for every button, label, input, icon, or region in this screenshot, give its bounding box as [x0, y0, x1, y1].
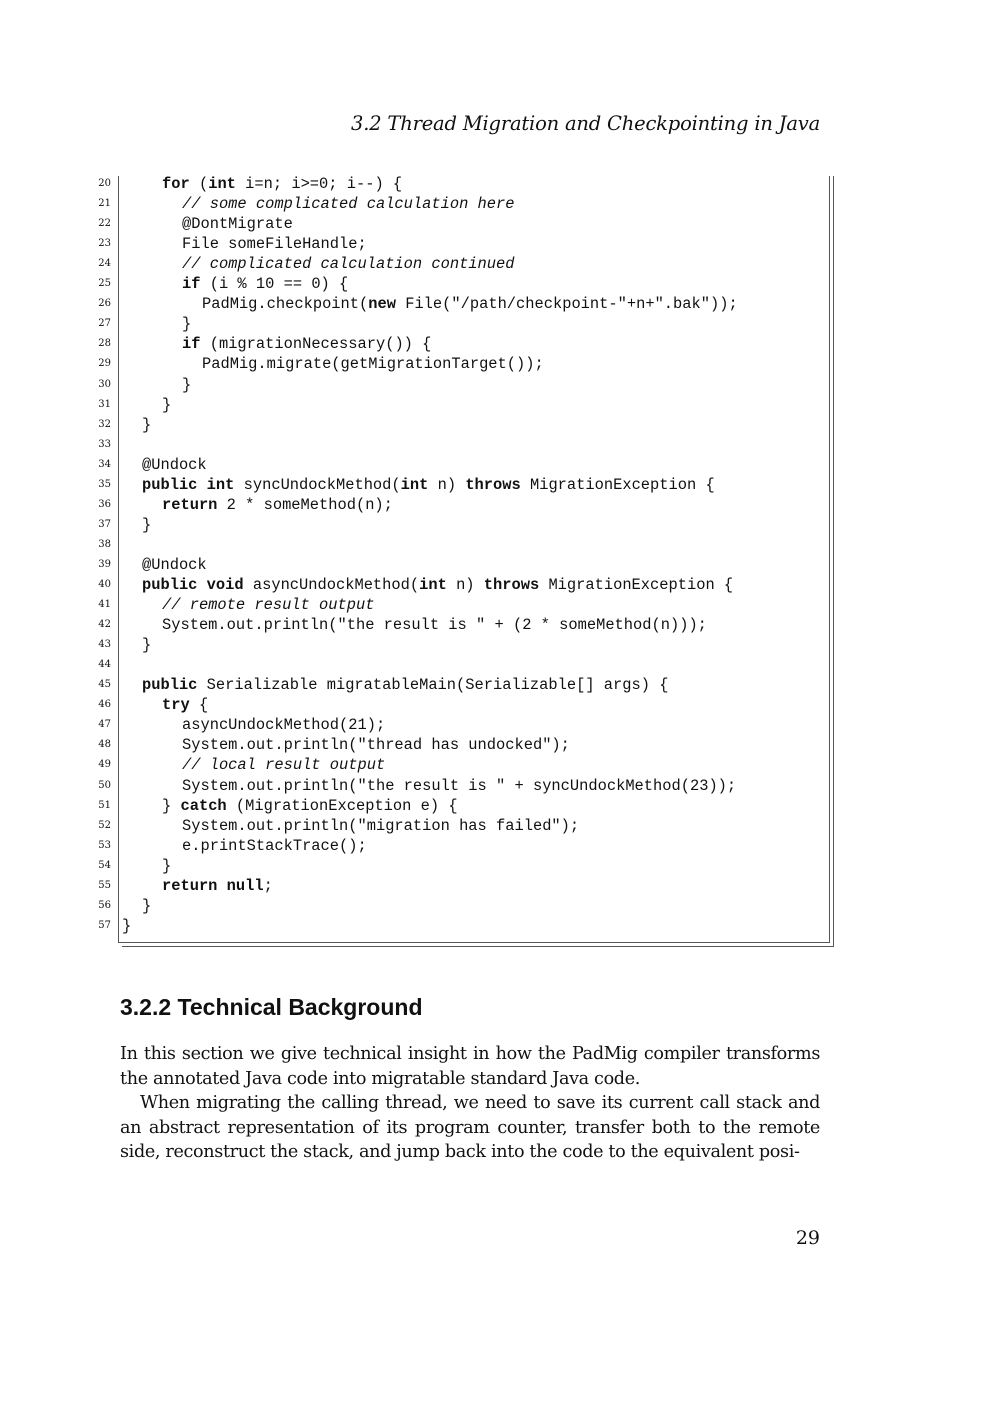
- code-token: [197, 576, 206, 594]
- line-number: 33: [98, 438, 111, 450]
- section-heading: 3.2.2 Technical Background: [120, 994, 423, 1020]
- code-line: [98, 395, 819, 415]
- code-text: [162, 796, 458, 816]
- code-text: [162, 876, 273, 896]
- code-text: [162, 856, 171, 876]
- code-text: [142, 555, 207, 575]
- code-token: @Undock: [142, 555, 207, 574]
- code-line: [98, 314, 819, 334]
- code-text: [142, 415, 151, 435]
- line-number: 26: [98, 298, 111, 310]
- code-keyword: int: [400, 475, 429, 494]
- line-number: 57: [98, 919, 111, 931]
- code-comment: // some complicated calculation here: [182, 195, 515, 214]
- code-token: @Undock: [142, 455, 207, 474]
- line-number: 21: [98, 198, 111, 210]
- code-token: }: [142, 415, 152, 434]
- line-number: 51: [98, 799, 111, 811]
- code-token: {: [189, 696, 209, 715]
- line-number: 45: [98, 679, 111, 691]
- code-text: [182, 214, 293, 234]
- code-text: [122, 916, 131, 936]
- code-text: [182, 375, 191, 395]
- page-number: 29: [795, 1227, 820, 1249]
- code-token: System.out.println("the result is " + (2 * someMethod(n)));: [162, 616, 707, 635]
- code-keyword: int: [419, 576, 447, 594]
- code-token: MigrationException {: [520, 475, 715, 494]
- code-text: [142, 896, 151, 916]
- code-token: (MigrationException e) {: [226, 796, 458, 815]
- code-line: [98, 515, 819, 535]
- code-line: [98, 535, 819, 555]
- code-line: [98, 655, 819, 675]
- code-line: [98, 435, 819, 455]
- line-number: 22: [98, 218, 111, 230]
- line-number: 36: [98, 498, 111, 510]
- code-keyword: for: [162, 175, 190, 193]
- code-text: [202, 294, 738, 314]
- code-text: [162, 395, 171, 415]
- line-number: 50: [98, 779, 111, 791]
- code-text: [162, 695, 208, 715]
- code-token: Serializable migratableMain(Serializable[] args) {: [197, 676, 669, 695]
- code-text: [182, 816, 579, 836]
- code-token: File someFileHandle;: [182, 235, 367, 254]
- line-number: 44: [98, 659, 111, 671]
- code-token: asyncUndockMethod(21);: [182, 716, 386, 735]
- code-token: [217, 877, 226, 895]
- code-text: [162, 495, 393, 515]
- code-keyword: catch: [180, 796, 227, 815]
- code-keyword: int: [206, 475, 235, 494]
- code-keyword: if: [182, 335, 201, 354]
- code-token: 2 * someMethod(n);: [217, 495, 393, 514]
- code-text: [142, 515, 151, 535]
- line-number: 29: [98, 358, 111, 370]
- code-token: }: [162, 856, 172, 875]
- code-text: [182, 254, 515, 274]
- code-keyword: void: [206, 576, 244, 594]
- line-number: 42: [98, 619, 111, 631]
- code-keyword: throws: [465, 475, 521, 494]
- code-token: System.out.println("thread has undocked");: [182, 736, 570, 755]
- code-token: }: [142, 896, 152, 915]
- code-text: [182, 194, 515, 214]
- code-line: [98, 615, 819, 635]
- code-line: [98, 715, 819, 735]
- code-token: PadMig.migrate(getMigrationTarget());: [202, 355, 544, 374]
- line-number: 27: [98, 318, 111, 330]
- code-text: [202, 354, 544, 374]
- code-token: }: [142, 636, 152, 655]
- code-line: [98, 495, 819, 515]
- code-token: syncUndockMethod(: [234, 475, 401, 494]
- code-line: [98, 174, 819, 194]
- line-number: 24: [98, 258, 111, 270]
- code-keyword: public: [142, 475, 198, 494]
- code-listing: [98, 175, 830, 943]
- code-token: }: [162, 395, 172, 414]
- code-text: [182, 274, 348, 294]
- code-keyword: try: [162, 696, 190, 715]
- code-comment: // local result output: [182, 756, 386, 775]
- running-header: 3.2 Thread Migration and Checkpointing in Java: [351, 112, 820, 135]
- line-number: 47: [98, 719, 111, 731]
- line-number: 38: [98, 538, 111, 550]
- code-line: [98, 475, 819, 495]
- code-line: [98, 796, 819, 816]
- code-text: [142, 575, 733, 595]
- code-line: [98, 375, 819, 395]
- code-text: [142, 675, 668, 695]
- code-text: [142, 475, 715, 495]
- code-text: [182, 334, 431, 354]
- code-keyword: int: [208, 175, 236, 193]
- code-line: [98, 254, 819, 274]
- code-line: [98, 916, 819, 936]
- line-number: 31: [98, 398, 111, 410]
- code-token: File("/path/checkpoint-"+n+".bak"));: [395, 295, 738, 314]
- code-text: [142, 635, 151, 655]
- code-token: (i % 10 == 0) {: [200, 275, 349, 294]
- line-number: 20: [98, 178, 111, 189]
- code-keyword: return: [162, 495, 218, 514]
- code-keyword: if: [182, 275, 201, 294]
- code-line: [98, 755, 819, 775]
- code-line: [98, 856, 819, 876]
- code-text: [182, 735, 570, 755]
- code-keyword: null: [226, 876, 264, 895]
- code-line: [98, 334, 819, 354]
- code-line: [98, 274, 819, 294]
- code-text: [182, 234, 367, 254]
- code-keyword: public: [142, 676, 198, 695]
- code-token: }: [182, 375, 192, 394]
- code-token: (migrationNecessary()) {: [200, 335, 432, 354]
- line-number: 23: [98, 238, 111, 250]
- code-line: [98, 595, 819, 615]
- code-text: [182, 776, 736, 796]
- paragraph-1: In this section we give technical insight in how the PadMig compiler transforms the annotated Java code into migratable standard Java code.: [120, 1044, 820, 1089]
- code-token: n): [428, 475, 466, 494]
- code-text: [182, 755, 385, 775]
- code-comment: // remote result output: [162, 596, 375, 615]
- code-token: [197, 476, 206, 494]
- code-line: [98, 194, 819, 214]
- code-line: [98, 836, 819, 856]
- line-number: 53: [98, 839, 111, 851]
- code-line: [98, 214, 819, 234]
- code-token: ;: [263, 876, 273, 895]
- code-text: [162, 595, 374, 615]
- line-number: 37: [98, 518, 111, 530]
- code-line: [98, 776, 819, 796]
- code-token: }: [122, 916, 132, 935]
- code-line: [98, 455, 819, 475]
- code-line: [98, 294, 819, 314]
- code-token: (: [189, 175, 209, 193]
- line-number: 32: [98, 418, 111, 430]
- line-number: 54: [98, 859, 111, 871]
- code-line: [98, 555, 819, 575]
- code-token: n): [446, 576, 484, 594]
- code-token: System.out.println("the result is " + syncUndockMethod(23));: [182, 776, 737, 795]
- code-text: [142, 455, 207, 475]
- line-number: 39: [98, 558, 111, 570]
- code-token: System.out.println("migration has failed");: [182, 816, 580, 835]
- code-token: }: [162, 796, 181, 815]
- line-number: 41: [98, 599, 111, 611]
- code-text: [182, 836, 367, 856]
- code-token: }: [182, 315, 192, 334]
- code-line: [98, 575, 819, 595]
- code-keyword: public: [142, 576, 198, 594]
- code-text: [162, 174, 402, 194]
- line-number: 40: [98, 579, 111, 590]
- code-token: i=n; i>=0; i--) {: [235, 175, 403, 193]
- code-keyword: throws: [483, 576, 540, 594]
- line-number: 34: [98, 458, 111, 470]
- paragraph-2: When migrating the calling thread, we need to save its current call stack and an abstract representation of its program counter, transfer both to the remote side, reconstruct the stack, and jump back into the code to the equivalent posi-: [120, 1093, 820, 1162]
- code-line: [98, 354, 819, 374]
- code-token: e.printStackTrace();: [182, 836, 367, 855]
- code-keyword: new: [368, 295, 396, 314]
- code-text: [162, 615, 707, 635]
- line-number: 56: [98, 899, 111, 911]
- code-token: MigrationException {: [539, 576, 734, 594]
- line-number: 52: [98, 819, 111, 831]
- line-number: 49: [98, 759, 111, 771]
- code-comment: // complicated calculation continued: [182, 255, 515, 274]
- code-line: [98, 415, 819, 435]
- code-line: [98, 635, 819, 655]
- code-token: @DontMigrate: [182, 215, 293, 234]
- code-line: [98, 816, 819, 836]
- line-number: 48: [98, 739, 111, 751]
- code-keyword: return: [162, 876, 218, 895]
- code-line: [98, 234, 819, 254]
- code-line: [98, 695, 819, 715]
- line-number: 28: [98, 338, 111, 350]
- line-number: 55: [98, 879, 111, 891]
- code-text: [182, 715, 385, 735]
- line-number: 25: [98, 278, 111, 290]
- code-line: [98, 675, 819, 695]
- code-line: [98, 876, 819, 896]
- code-token: }: [142, 515, 152, 534]
- code-line: [98, 896, 819, 916]
- line-number: 43: [98, 639, 111, 651]
- code-token: PadMig.checkpoint(: [202, 295, 369, 314]
- code-token: asyncUndockMethod(: [243, 576, 420, 594]
- code-line: [98, 735, 819, 755]
- line-number: 30: [98, 378, 111, 390]
- line-number: 35: [98, 478, 111, 490]
- code-text: [182, 314, 191, 334]
- line-number: 46: [98, 699, 111, 711]
